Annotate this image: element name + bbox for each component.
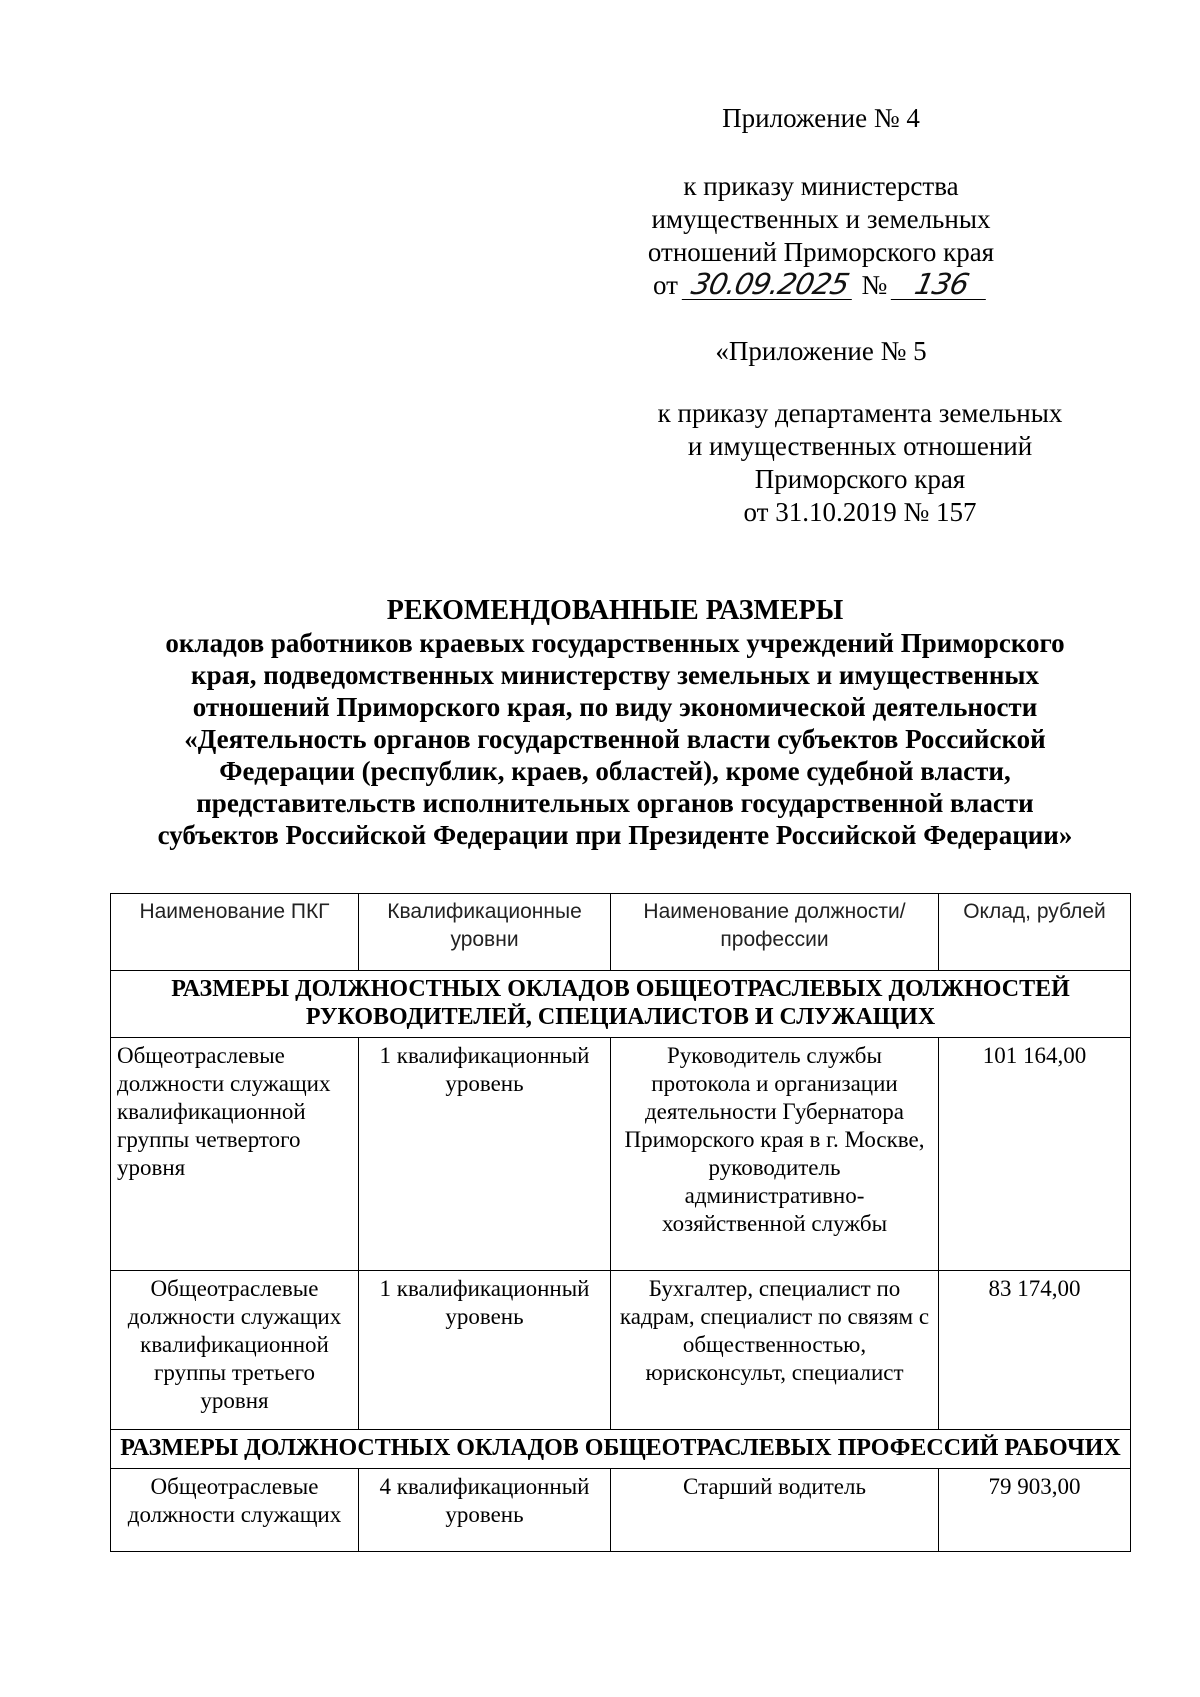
date-prefix: от: [653, 270, 678, 300]
appendix-4-line-3: отношений Приморского края: [647, 237, 995, 267]
column-header-level: Квалификационные уровни: [359, 894, 611, 971]
cell-pkg: Общеотраслевые должности служащих квалификационной группы четвертого уровня: [111, 1038, 359, 1271]
appendix-5-line-1: к приказу департамента земельных: [657, 398, 1063, 428]
appendix-5-title: «Приложение № 5: [715, 336, 927, 366]
title-line: представительств исполнительных органов государственной власти: [196, 788, 1034, 818]
column-header-pkg: Наименование ПКГ: [111, 894, 359, 971]
appendix-4-reference: [586, 170, 1056, 302]
appendix-4-line-1: к приказу министерства: [683, 171, 959, 201]
handwritten-date: 30.09.2025: [681, 269, 858, 300]
cell-position: Руководитель службы протокола и организации деятельности Губернатора Приморского края в г. Москве, руководитель административно-хозяйственной службы: [611, 1038, 939, 1271]
section-title: РАЗМЕРЫ ДОЛЖНОСТНЫХ ОКЛАДОВ ОБЩЕОТРАСЛЕВЫХ ПРОФЕССИЙ РАБОЧИХ: [111, 1430, 1131, 1469]
table-row: [111, 1469, 1131, 1552]
appendix-5-reference: [600, 397, 1120, 529]
number-prefix: №: [861, 270, 888, 300]
title-line: окладов работников краевых государственных учреждений Приморского: [165, 628, 1065, 658]
cell-position: Бухгалтер, специалист по кадрам, специалист по связям с общественностью, юрисконсульт, специалист: [611, 1271, 939, 1430]
document-heading: РЕКОМЕНДОВАННЫЕ РАЗМЕРЫ: [386, 595, 844, 626]
salary-table-container: [110, 893, 1130, 1552]
table-header-row: [111, 894, 1131, 971]
column-header-position: Наименование должности/профессии: [611, 894, 939, 971]
cell-level: 4 квалификационный уровень: [359, 1469, 611, 1552]
title-line: Федерации (республик, краев, областей), кроме судебной власти,: [219, 756, 1011, 786]
column-header-salary: Оклад, рублей: [939, 894, 1131, 971]
cell-pkg: Общеотраслевые должности служащих квалификационной группы третьего уровня: [111, 1271, 359, 1430]
appendix-4-line-2: имущественных и земельных: [651, 204, 991, 234]
handwritten-number: 136: [891, 269, 993, 300]
title-line: края, подведомственных министерству земельных и имущественных: [191, 660, 1039, 690]
appendix-4-title: Приложение № 4: [722, 103, 920, 133]
salary-table: [110, 893, 1131, 1552]
cell-position: Старший водитель: [611, 1469, 939, 1552]
table-row: [111, 1271, 1131, 1430]
cell-pkg: Общеотраслевые должности служащих: [111, 1469, 359, 1552]
title-line: отношений Приморского края, по виду экономической деятельности: [192, 692, 1038, 722]
title-line: субъектов Российской Федерации при Президенте Российской Федерации»: [157, 820, 1073, 850]
cell-level: 1 квалификационный уровень: [359, 1271, 611, 1430]
appendix-5-line-2: и имущественных отношений: [687, 431, 1033, 461]
cell-salary: 83 174,00: [939, 1271, 1131, 1430]
appendix-5-line-3: Приморского края: [754, 464, 966, 494]
table-row: [111, 1038, 1131, 1271]
appendix-4-date-line: [586, 269, 1056, 302]
appendix-5-line-4: от 31.10.2019 № 157: [743, 497, 977, 527]
cell-salary: 101 164,00: [939, 1038, 1131, 1271]
section-row: [111, 1430, 1131, 1469]
cell-level: 1 квалификационный уровень: [359, 1038, 611, 1271]
document-title: [100, 595, 1130, 851]
cell-salary: 79 903,00: [939, 1469, 1131, 1552]
title-line: «Деятельность органов государственной власти субъектов Российской: [184, 724, 1046, 754]
section-row: [111, 971, 1131, 1038]
section-title: РАЗМЕРЫ ДОЛЖНОСТНЫХ ОКЛАДОВ ОБЩЕОТРАСЛЕВЫХ ДОЛЖНОСТЕЙ РУКОВОДИТЕЛЕЙ, СПЕЦИАЛИСТОВ И СЛУЖАЩИХ: [111, 971, 1131, 1038]
